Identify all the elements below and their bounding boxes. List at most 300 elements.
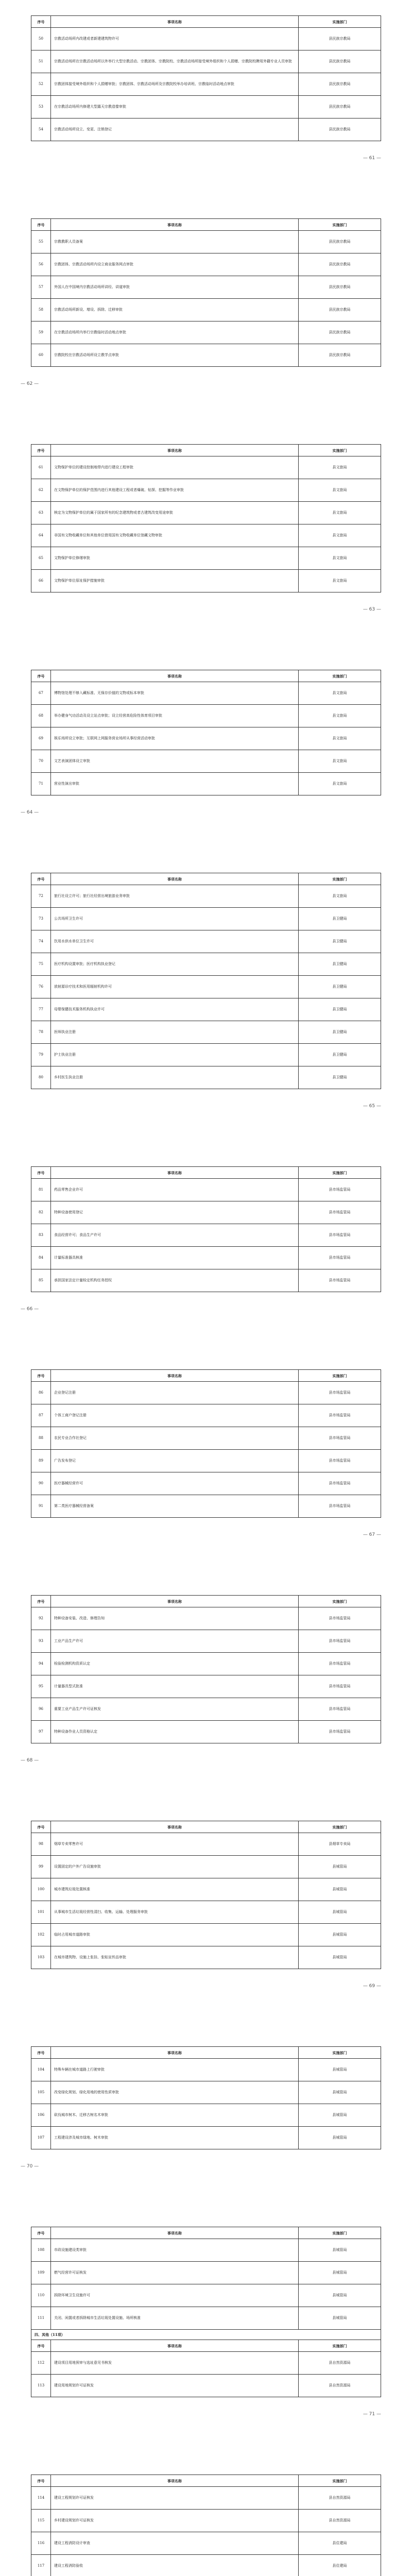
header-number: 序号: [31, 16, 51, 28]
page-number: — 63 —: [363, 607, 381, 612]
table-row: [31, 976, 381, 998]
row-number: 85: [31, 1269, 51, 1292]
row-item-name: 广告发布登记: [51, 1450, 299, 1472]
header-item-name: 事项名称: [51, 2340, 299, 2352]
page-number: — 71 —: [363, 2412, 381, 2417]
row-department: 县城管局: [299, 2059, 381, 2081]
section-row: [31, 2330, 381, 2340]
row-number: 83: [31, 1224, 51, 1247]
table-row: [31, 118, 381, 141]
table-row: [31, 1878, 381, 1901]
row-item-name: 企业登记注册: [51, 1382, 299, 1404]
row-department: 县市场监管局: [299, 1224, 381, 1247]
row-item-name: 第二类医疗器械经营备案: [51, 1495, 299, 1518]
table-row: [31, 885, 381, 908]
header-item-name: 事项名称: [51, 1596, 299, 1607]
row-department: 县民族宗教局: [299, 299, 381, 321]
row-item-name: 放射源诊疗技术和医用辐射机构许可: [51, 976, 299, 998]
row-number: 103: [31, 1946, 51, 1969]
row-department: 县民族宗教局: [299, 276, 381, 299]
row-number: 80: [31, 1066, 51, 1089]
row-number: 88: [31, 1427, 51, 1450]
row-department: 县市场监管局: [299, 1495, 381, 1518]
row-item-name: 外国人在中国境内宗教活动场所讲经、讲道审批: [51, 276, 299, 299]
header-item-name: 事项名称: [51, 670, 299, 682]
row-department: 县市场监管局: [299, 1201, 381, 1224]
table-row: [31, 2532, 381, 2555]
items-table: [31, 444, 381, 592]
row-department: 县文旅局: [299, 727, 381, 750]
page-number: — 66 —: [21, 1307, 39, 1312]
table-row: [31, 1495, 381, 1518]
row-item-name: 在文物保护单位的保护范围内进行其他建设工程或者爆破、钻探、挖掘等作业审批: [51, 479, 299, 502]
row-number: 101: [31, 1901, 51, 1924]
row-number: 93: [31, 1630, 51, 1653]
table-row: [31, 1450, 381, 1472]
table-row: [31, 1427, 381, 1450]
row-department: 县自然资源局: [299, 2487, 381, 2510]
items-table: [31, 218, 381, 367]
page-number: — 70 —: [21, 2164, 39, 2169]
page-number: — 68 —: [21, 1758, 39, 1763]
row-department: 县卫健局: [299, 908, 381, 930]
row-item-name: 计量器具型式批准: [51, 1675, 299, 1698]
table-row: [31, 908, 381, 930]
table-row: [31, 299, 381, 321]
table-row: [31, 2352, 381, 2375]
row-number: 69: [31, 727, 51, 750]
table-row: [31, 276, 381, 299]
row-item-name: 宗教活动场所在宗教活动场所以外举行大型宗教活动、宗教团体、宗教院校、宗教活动场所接受境外组织和个人捐赠、宗教院校聘用外籍专业人员审批: [51, 50, 299, 73]
header-department: 实施部门: [299, 2047, 381, 2059]
row-item-name: 建设工程规划许可证核发: [51, 2487, 299, 2510]
table-row: [31, 1833, 381, 1856]
row-department: 县城管局: [299, 1924, 381, 1946]
table-row: [31, 682, 381, 705]
header-item-name: 事项名称: [51, 1821, 299, 1833]
row-item-name: 设置固定的户外广告设施审批: [51, 1856, 299, 1878]
row-item-name: 非国有文物收藏单位和其他单位借用国有文物收藏单位馆藏文物审批: [51, 524, 299, 547]
header-number: 序号: [31, 1596, 51, 1607]
header-department: 实施部门: [299, 1167, 381, 1179]
header-department: 实施部门: [299, 670, 381, 682]
table-row: [31, 1247, 381, 1269]
row-item-name: 农民专业合作社登记: [51, 1427, 299, 1450]
table-header-row: [31, 873, 381, 885]
row-department: 县市场监管局: [299, 1450, 381, 1472]
row-item-name: 文艺表演团体设立审批: [51, 750, 299, 773]
row-number: 115: [31, 2510, 51, 2532]
row-number: 112: [31, 2352, 51, 2375]
row-department: 县文旅局: [299, 750, 381, 773]
table-row: [31, 1269, 381, 1292]
table-header-row: [31, 1821, 381, 1833]
document-page: [0, 873, 412, 1089]
row-department: 县文旅局: [299, 479, 381, 502]
row-number: 92: [31, 1607, 51, 1630]
header-item-name: 事项名称: [51, 873, 299, 885]
table-row: [31, 1856, 381, 1878]
table-row: [31, 1404, 381, 1427]
header-number: 序号: [31, 1370, 51, 1382]
table-header-row: [31, 219, 381, 231]
table-row: [31, 773, 381, 795]
row-item-name: 特殊车辆在城市道路上行驶审批: [51, 2059, 299, 2081]
header-department: 实施部门: [299, 445, 381, 456]
row-item-name: 砍伐城市树木、迁移古树名木审批: [51, 2104, 299, 2127]
header-number: 序号: [31, 873, 51, 885]
items-table: [31, 2227, 381, 2397]
row-number: 81: [31, 1179, 51, 1201]
row-number: 78: [31, 1021, 51, 1044]
header-department: 实施部门: [299, 1821, 381, 1833]
row-number: 100: [31, 1878, 51, 1901]
table-row: [31, 998, 381, 1021]
row-department: 县民族宗教局: [299, 28, 381, 50]
row-department: 县市场监管局: [299, 1472, 381, 1495]
row-item-name: 工业产品生产许可: [51, 1630, 299, 1653]
row-department: 县自然资源局: [299, 2352, 381, 2375]
row-number: 97: [31, 1721, 51, 1743]
page-break: [0, 592, 412, 670]
row-item-name: 旅行社设立许可；旅行社经营出境旅游业务审批: [51, 885, 299, 908]
row-item-name: 博物馆处理不够入藏标准、无保存价值的文物或标本审批: [51, 682, 299, 705]
table-row: [31, 1607, 381, 1630]
row-department: 县文旅局: [299, 570, 381, 592]
section-label: 四、其他（11项）: [31, 2330, 381, 2340]
table-header-row: [31, 2475, 381, 2487]
row-item-name: 医疗机构设置审批；医疗机构执业登记: [51, 953, 299, 976]
row-number: 84: [31, 1247, 51, 1269]
table-row: [31, 750, 381, 773]
table-row: [31, 1901, 381, 1924]
header-number: 序号: [31, 219, 51, 231]
row-item-name: 临时占用城市道路审批: [51, 1924, 299, 1946]
row-number: 70: [31, 750, 51, 773]
table-row: [31, 479, 381, 502]
page-break: [0, 1518, 412, 1595]
items-table: [31, 1369, 381, 1518]
items-table: [31, 2475, 381, 2576]
page-break: [0, 1969, 412, 2046]
header-number: 序号: [31, 1821, 51, 1833]
row-item-name: 烟草专卖零售许可: [51, 1833, 299, 1856]
row-item-name: 宗教活动场所内改建或者新建建筑物许可: [51, 28, 299, 50]
table-row: [31, 2510, 381, 2532]
table-row: [31, 1698, 381, 1721]
row-number: 109: [31, 2262, 51, 2284]
row-number: 66: [31, 570, 51, 592]
row-number: 57: [31, 276, 51, 299]
items-table: [31, 873, 381, 1089]
table-header-row: [31, 1596, 381, 1607]
row-number: 106: [31, 2104, 51, 2127]
row-number: 65: [31, 547, 51, 570]
table-row: [31, 1721, 381, 1743]
row-department: 县市场监管局: [299, 1427, 381, 1450]
row-item-name: 重要工业产品生产许可证核发: [51, 1698, 299, 1721]
row-number: 60: [31, 344, 51, 367]
table-row: [31, 2375, 381, 2397]
table-row: [31, 2487, 381, 2510]
row-item-name: 宗教团体接受境外组织和个人捐赠审批；宗教团体、宗教活动场所及宗教院校举办培训班、宗教临时活动地点审批: [51, 73, 299, 96]
row-department: 县烟草专卖局: [299, 1833, 381, 1856]
table-header-row: [31, 16, 381, 28]
row-number: 75: [31, 953, 51, 976]
table-row: [31, 2104, 381, 2127]
row-number: 62: [31, 479, 51, 502]
row-number: 68: [31, 705, 51, 727]
row-item-name: 计量标准器具核准: [51, 1247, 299, 1269]
row-number: 58: [31, 299, 51, 321]
row-item-name: 建设工程消防验收: [51, 2555, 299, 2576]
row-department: 县城管局: [299, 2081, 381, 2104]
row-item-name: 宗教教职人员备案: [51, 231, 299, 253]
header-item-name: 事项名称: [51, 219, 299, 231]
page-number: — 67 —: [363, 1532, 381, 1537]
row-number: 55: [31, 231, 51, 253]
row-number: 82: [31, 1201, 51, 1224]
row-department: 县文旅局: [299, 456, 381, 479]
table-row: [31, 570, 381, 592]
header-item-name: 事项名称: [51, 2047, 299, 2059]
row-item-name: 建设工程消防设计审查: [51, 2532, 299, 2555]
table-header-row: [31, 445, 381, 456]
row-number: 94: [31, 1653, 51, 1675]
header-number: 序号: [31, 2047, 51, 2059]
row-item-name: 在宗教活动场所内修建大型露天宗教造像审批: [51, 96, 299, 118]
row-department: 县市场监管局: [299, 1630, 381, 1653]
row-department: 县市场监管局: [299, 1698, 381, 1721]
row-item-name: 饮用水供水单位卫生许可: [51, 930, 299, 953]
row-number: 96: [31, 1698, 51, 1721]
row-item-name: 食品经营许可；食品生产许可: [51, 1224, 299, 1247]
document-page: [0, 218, 412, 367]
row-number: 67: [31, 682, 51, 705]
row-item-name: 工程建设涉及城市绿地、树木审批: [51, 2127, 299, 2149]
table-row: [31, 502, 381, 524]
row-number: 63: [31, 502, 51, 524]
row-item-name: 母婴保健技术服务机构执业许可: [51, 998, 299, 1021]
table-header-row: [31, 2340, 381, 2352]
table-row: [31, 1382, 381, 1404]
row-item-name: 乡村建设规划许可证核发: [51, 2510, 299, 2532]
row-department: 县城管局: [299, 1878, 381, 1901]
document-page: [0, 2046, 412, 2149]
row-item-name: 文物保护单位的建设控制地带内进行建设工程审批: [51, 456, 299, 479]
row-item-name: 关闭、闲置或者拆除城市生活垃圾处置设施、场所核准: [51, 2307, 299, 2330]
document-page: [0, 1595, 412, 1743]
table-row: [31, 1924, 381, 1946]
row-department: 县城管局: [299, 2239, 381, 2262]
row-item-name: 举办健身气功活动及设立站点审批；设立经营高危险性体育项目审批: [51, 705, 299, 727]
row-department: 县卫健局: [299, 953, 381, 976]
header-item-name: 事项名称: [51, 445, 299, 456]
row-number: 71: [31, 773, 51, 795]
header-number: 序号: [31, 1167, 51, 1179]
row-number: 51: [31, 50, 51, 73]
table-row: [31, 1044, 381, 1066]
row-item-name: 特种设备作业人员资格认定: [51, 1721, 299, 1743]
row-department: 县文旅局: [299, 773, 381, 795]
row-number: 108: [31, 2239, 51, 2262]
document-page: [0, 2227, 412, 2397]
row-department: 县民族宗教局: [299, 321, 381, 344]
table-row: [31, 524, 381, 547]
row-department: 县住建局: [299, 2555, 381, 2576]
page-break: [0, 367, 412, 444]
document-page: [0, 444, 412, 592]
row-number: 110: [31, 2284, 51, 2307]
row-number: 64: [31, 524, 51, 547]
row-department: 县民族宗教局: [299, 118, 381, 141]
row-number: 79: [31, 1044, 51, 1066]
row-item-name: 医师执业注册: [51, 1021, 299, 1044]
row-item-name: 宗教活动场所新设、增设、拆除、迁移审批: [51, 299, 299, 321]
row-department: 县卫健局: [299, 1021, 381, 1044]
table-row: [31, 2307, 381, 2330]
header-item-name: 事项名称: [51, 2227, 299, 2239]
row-department: 县城管局: [299, 1856, 381, 1878]
row-number: 61: [31, 456, 51, 479]
page-break: [0, 2149, 412, 2227]
table-row: [31, 321, 381, 344]
page-break: [0, 141, 412, 218]
row-department: 县民族宗教局: [299, 253, 381, 276]
row-item-name: 医疗器械经营许可: [51, 1472, 299, 1495]
row-department: 县自然资源局: [299, 2510, 381, 2532]
row-number: 99: [31, 1856, 51, 1878]
row-department: 县自然资源局: [299, 2375, 381, 2397]
document-page: [0, 670, 412, 795]
page-number: — 65 —: [363, 1104, 381, 1109]
table-row: [31, 547, 381, 570]
page-break: [0, 1292, 412, 1369]
row-number: 113: [31, 2375, 51, 2397]
table-row: [31, 1472, 381, 1495]
table-row: [31, 1066, 381, 1089]
table-row: [31, 1946, 381, 1969]
row-number: 50: [31, 28, 51, 50]
row-department: 县民族宗教局: [299, 73, 381, 96]
page-break: [0, 1089, 412, 1166]
items-table: [31, 15, 381, 141]
header-department: 实施部门: [299, 16, 381, 28]
items-table: [31, 1166, 381, 1292]
row-item-name: 在城市建筑物、设施上张挂、张贴宣传品审批: [51, 1946, 299, 1969]
row-item-name: 市政设施建设类审批: [51, 2239, 299, 2262]
table-header-row: [31, 1167, 381, 1179]
header-number: 序号: [31, 2227, 51, 2239]
row-item-name: 宗教院校在宗教活动场所设立教学点审批: [51, 344, 299, 367]
header-department: 实施部门: [299, 2340, 381, 2352]
row-department: 县民族宗教局: [299, 96, 381, 118]
row-item-name: 特种设备安装、改造、修理告知: [51, 1607, 299, 1630]
row-department: 县卫健局: [299, 976, 381, 998]
row-item-name: 宗教活动场所设立、变更、注销登记: [51, 118, 299, 141]
row-item-name: 燃气经营许可证核发: [51, 2262, 299, 2284]
row-number: 59: [31, 321, 51, 344]
row-item-name: 文物保护单位原址保护措施审批: [51, 570, 299, 592]
row-department: 县市场监管局: [299, 1607, 381, 1630]
page-number: — 61 —: [363, 156, 381, 161]
page-number: — 62 —: [21, 381, 39, 386]
table-header-row: [31, 1370, 381, 1382]
table-row: [31, 73, 381, 96]
row-number: 73: [31, 908, 51, 930]
header-department: 实施部门: [299, 219, 381, 231]
table-row: [31, 1675, 381, 1698]
table-row: [31, 2284, 381, 2307]
row-department: 县卫健局: [299, 1044, 381, 1066]
table-header-row: [31, 2047, 381, 2059]
row-number: 52: [31, 73, 51, 96]
row-number: 111: [31, 2307, 51, 2330]
table-row: [31, 2555, 381, 2576]
header-item-name: 事项名称: [51, 16, 299, 28]
header-number: 序号: [31, 2475, 51, 2487]
row-department: 县民族宗教局: [299, 231, 381, 253]
row-item-name: 在宗教活动场所内举行宗教临时活动地点审批: [51, 321, 299, 344]
row-number: 107: [31, 2127, 51, 2149]
row-department: 县市场监管局: [299, 1382, 381, 1404]
row-number: 56: [31, 253, 51, 276]
row-number: 90: [31, 1472, 51, 1495]
table-row: [31, 344, 381, 367]
items-table: [31, 1821, 381, 1969]
row-department: 县文旅局: [299, 682, 381, 705]
page-number: — 64 —: [21, 810, 39, 815]
header-department: 实施部门: [299, 2227, 381, 2239]
table-row: [31, 50, 381, 73]
row-department: 县卫健局: [299, 998, 381, 1021]
header-item-name: 事项名称: [51, 1167, 299, 1179]
row-item-name: 建设用地规划许可证核发: [51, 2375, 299, 2397]
row-item-name: 乡村医生执业注册: [51, 1066, 299, 1089]
row-department: 县城管局: [299, 2307, 381, 2330]
row-item-name: 建设项目用地预审与选址意见书核发: [51, 2352, 299, 2375]
row-number: 91: [31, 1495, 51, 1518]
row-department: 县市场监管局: [299, 1721, 381, 1743]
row-department: 县城管局: [299, 2104, 381, 2127]
header-number: 序号: [31, 670, 51, 682]
table-row: [31, 2127, 381, 2149]
table-row: [31, 1179, 381, 1201]
row-department: 县市场监管局: [299, 1675, 381, 1698]
row-number: 102: [31, 1924, 51, 1946]
row-number: 98: [31, 1833, 51, 1856]
table-row: [31, 456, 381, 479]
row-number: 117: [31, 2555, 51, 2576]
document-page: [0, 15, 412, 141]
row-item-name: 营业性演出审批: [51, 773, 299, 795]
row-number: 72: [31, 885, 51, 908]
row-department: 县市场监管局: [299, 1404, 381, 1427]
row-number: 53: [31, 96, 51, 118]
row-department: 县城管局: [299, 1946, 381, 1969]
row-item-name: 特种设备使用登记: [51, 1201, 299, 1224]
table-row: [31, 930, 381, 953]
row-number: 54: [31, 118, 51, 141]
table-row: [31, 953, 381, 976]
row-number: 87: [31, 1404, 51, 1427]
table-row: [31, 705, 381, 727]
row-number: 89: [31, 1450, 51, 1472]
table-row: [31, 1653, 381, 1675]
page-break: [0, 795, 412, 873]
row-item-name: 药品零售企业许可: [51, 1179, 299, 1201]
row-number: 76: [31, 976, 51, 998]
